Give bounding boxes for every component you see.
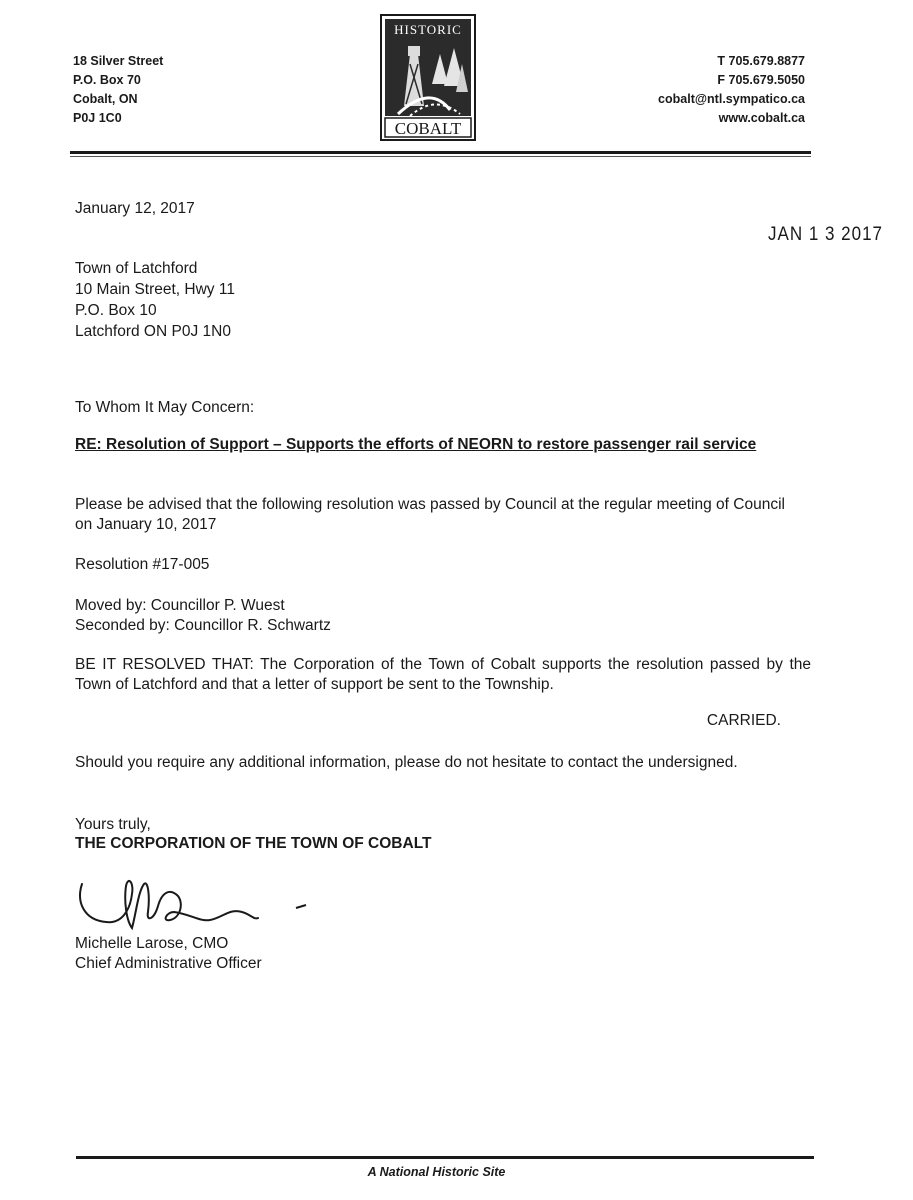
website-url[interactable]: www.cobalt.ca [718, 111, 805, 125]
carried-label: CARRIED. [706, 712, 781, 729]
handwritten-signature [70, 862, 330, 942]
closing: Yours truly, [75, 816, 151, 833]
received-stamp: JAN 1 3 2017 [767, 222, 883, 245]
sender-contact [658, 52, 805, 128]
subject-line: RE: Resolution of Support – Supports the efforts of NEORN to restore passenger rail service [75, 436, 757, 453]
closing-organization: THE CORPORATION OF THE TOWN OF COBALT [75, 835, 432, 852]
sender-address [73, 52, 163, 128]
resolution-number: Resolution #17-005 [75, 556, 210, 573]
recipient-line: Latchford ON P0J 1N0 [75, 323, 231, 340]
recipient-line: Town of Latchford [75, 260, 198, 277]
letter-date: January 12, 2017 [75, 200, 195, 217]
signatory-title: Chief Administrative Officer [75, 955, 262, 972]
sender-address-line: Cobalt, ON [73, 92, 138, 106]
seconded-by: Seconded by: Councillor R. Schwartz [75, 617, 331, 634]
motion-block [75, 596, 331, 636]
further-info-paragraph: Should you require any additional information, please do not hesitate to contact the undersigned. [75, 754, 738, 771]
sender-address-line: P0J 1C0 [73, 111, 122, 125]
letterhead-divider [70, 151, 811, 154]
logo-top-text: HISTORIC [394, 22, 462, 37]
intro-paragraph: Please be advised that the following resolution was passed by Council at the regular meeting of Council on January 10, 2017 [75, 496, 785, 533]
recipient-line: 10 Main Street, Hwy 11 [75, 281, 235, 298]
resolution-text: BE IT RESOLVED THAT: The Corporation of the Town of Cobalt supports the resolution passed by the Town of Latchford and that a letter of support be sent to the Township. [75, 656, 811, 693]
phone-number: T 705.679.8877 [717, 54, 805, 68]
historic-cobalt-logo [380, 14, 476, 141]
logo-bottom-text: COBALT [394, 119, 462, 138]
recipient-line: P.O. Box 10 [75, 302, 157, 319]
sender-address-line: P.O. Box 70 [73, 73, 141, 87]
footer-divider [76, 1156, 814, 1159]
fax-number: F 705.679.5050 [717, 73, 805, 87]
recipient-address [75, 258, 235, 342]
signatory-name: Michelle Larose, CMO [75, 935, 229, 952]
letterhead-divider-thin [70, 156, 811, 157]
sender-address-line: 18 Silver Street [73, 54, 164, 68]
signatory-block [75, 934, 262, 974]
salutation: To Whom It May Concern: [75, 399, 255, 416]
footer-tagline: A National Historic Site [367, 1165, 506, 1179]
email-address[interactable]: cobalt@ntl.sympatico.ca [658, 92, 805, 106]
moved-by: Moved by: Councillor P. Wuest [75, 597, 285, 614]
